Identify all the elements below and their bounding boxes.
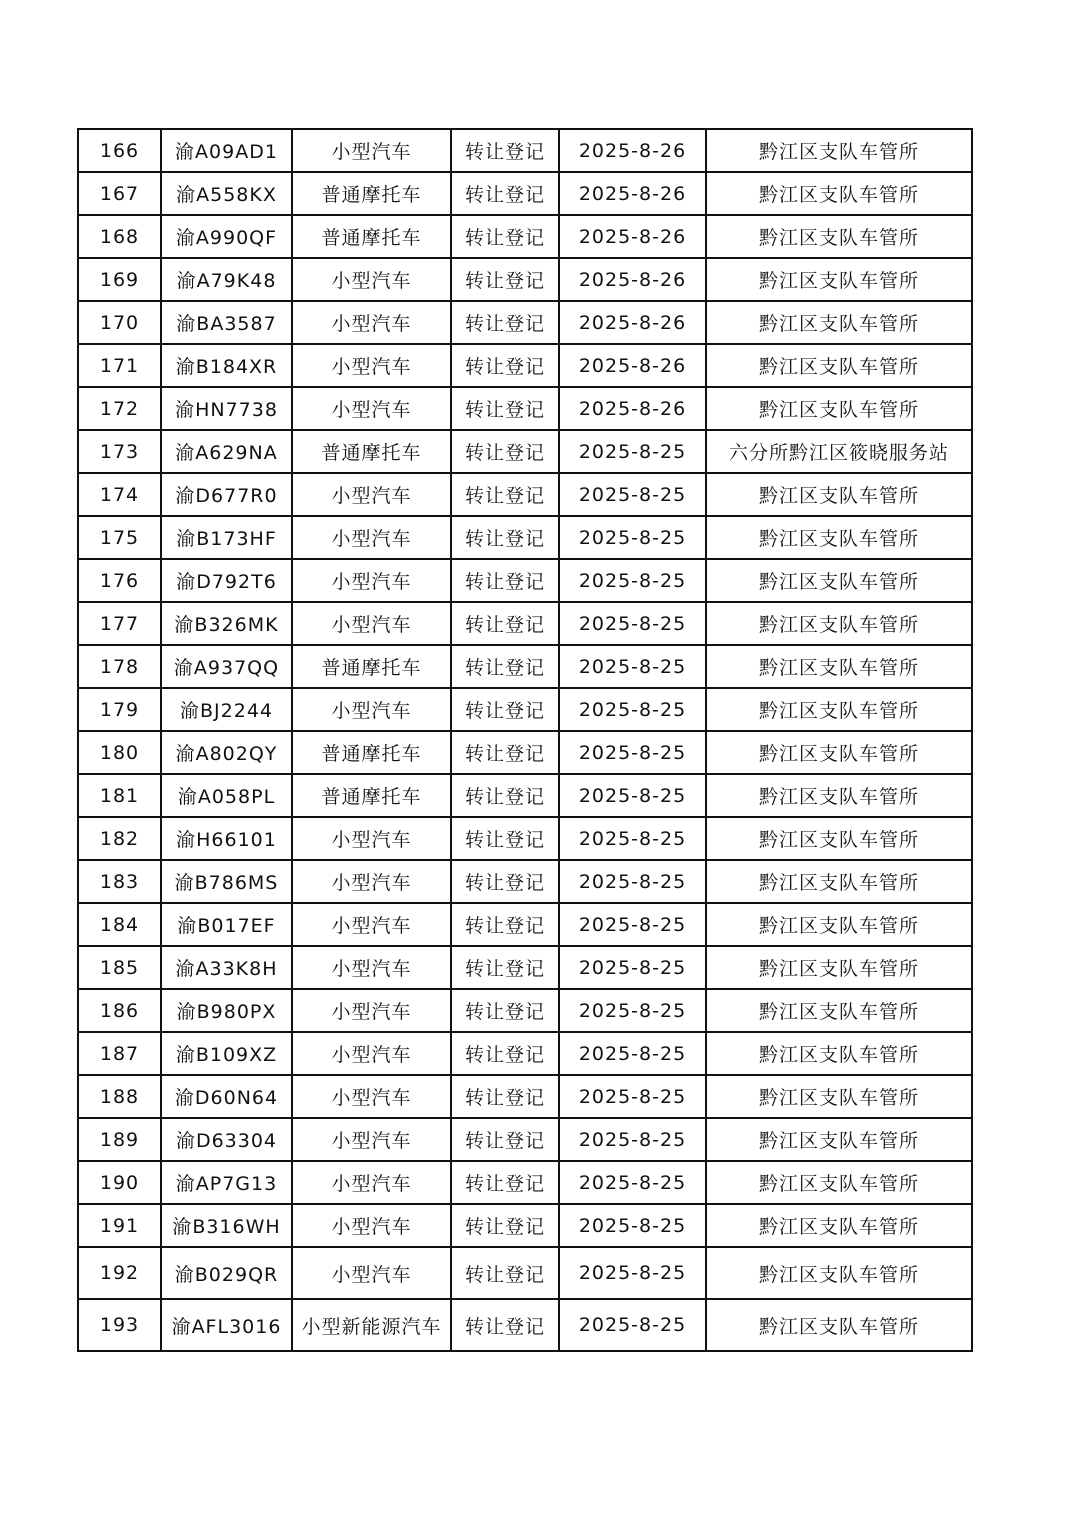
office-cell: 黔江区支队车管所 [706,129,972,172]
office-cell: 黔江区支队车管所 [706,344,972,387]
office-cell: 黔江区支队车管所 [706,559,972,602]
office-cell: 黔江区支队车管所 [706,946,972,989]
vehicle-type-cell: 小型汽车 [292,1075,451,1118]
vehicle-type-cell: 小型汽车 [292,1204,451,1247]
vehicle-type-cell: 小型汽车 [292,129,451,172]
business-type-cell: 转让登记 [451,387,559,430]
table-row [78,387,972,430]
business-type-cell: 转让登记 [451,946,559,989]
row-number-cell: 186 [78,989,161,1032]
business-type-cell: 转让登记 [451,344,559,387]
table-row [78,817,972,860]
registration-table [77,128,973,1352]
date-cell: 2025-8-26 [559,258,706,301]
business-type-cell: 转让登记 [451,903,559,946]
table-row [78,645,972,688]
business-type-cell: 转让登记 [451,301,559,344]
vehicle-type-cell: 小型汽车 [292,473,451,516]
date-cell: 2025-8-25 [559,1161,706,1204]
business-type-cell: 转让登记 [451,1075,559,1118]
plate-number-cell: 渝D792T6 [161,559,292,602]
vehicle-type-cell: 普通摩托车 [292,215,451,258]
table-row [78,215,972,258]
plate-number-cell: 渝A802QY [161,731,292,774]
table-row [78,344,972,387]
date-cell: 2025-8-25 [559,1247,706,1299]
business-type-cell: 转让登记 [451,258,559,301]
office-cell: 黔江区支队车管所 [706,387,972,430]
business-type-cell: 转让登记 [451,1204,559,1247]
table-row [78,1247,972,1299]
row-number-cell: 189 [78,1118,161,1161]
table-row [78,1204,972,1247]
row-number-cell: 181 [78,774,161,817]
business-type-cell: 转让登记 [451,172,559,215]
plate-number-cell: 渝A058PL [161,774,292,817]
table-row [78,559,972,602]
business-type-cell: 转让登记 [451,559,559,602]
table-row [78,946,972,989]
office-cell: 黔江区支队车管所 [706,172,972,215]
date-cell: 2025-8-25 [559,602,706,645]
vehicle-type-cell: 小型汽车 [292,817,451,860]
vehicle-type-cell: 小型汽车 [292,602,451,645]
table-row [78,129,972,172]
row-number-cell: 174 [78,473,161,516]
date-cell: 2025-8-25 [559,774,706,817]
office-cell: 黔江区支队车管所 [706,516,972,559]
row-number-cell: 187 [78,1032,161,1075]
plate-number-cell: 渝A33K8H [161,946,292,989]
table-row [78,731,972,774]
office-cell: 黔江区支队车管所 [706,1118,972,1161]
row-number-cell: 180 [78,731,161,774]
date-cell: 2025-8-25 [559,645,706,688]
date-cell: 2025-8-26 [559,129,706,172]
business-type-cell: 转让登记 [451,989,559,1032]
table-row [78,860,972,903]
vehicle-type-cell: 小型汽车 [292,1247,451,1299]
date-cell: 2025-8-25 [559,1075,706,1118]
office-cell: 黔江区支队车管所 [706,301,972,344]
plate-number-cell: 渝AFL3016 [161,1299,292,1351]
row-number-cell: 185 [78,946,161,989]
vehicle-type-cell: 普通摩托车 [292,430,451,473]
plate-number-cell: 渝A09AD1 [161,129,292,172]
date-cell: 2025-8-25 [559,1299,706,1351]
vehicle-type-cell: 小型汽车 [292,387,451,430]
business-type-cell: 转让登记 [451,602,559,645]
row-number-cell: 178 [78,645,161,688]
table-row [78,473,972,516]
row-number-cell: 184 [78,903,161,946]
plate-number-cell: 渝B980PX [161,989,292,1032]
office-cell: 黔江区支队车管所 [706,602,972,645]
office-cell: 黔江区支队车管所 [706,817,972,860]
table-row [78,688,972,731]
office-cell: 黔江区支队车管所 [706,1204,972,1247]
business-type-cell: 转让登记 [451,1032,559,1075]
date-cell: 2025-8-25 [559,430,706,473]
date-cell: 2025-8-25 [559,731,706,774]
date-cell: 2025-8-25 [559,989,706,1032]
row-number-cell: 182 [78,817,161,860]
plate-number-cell: 渝A629NA [161,430,292,473]
table-body [78,129,972,1351]
table-row [78,1118,972,1161]
office-cell: 黔江区支队车管所 [706,215,972,258]
row-number-cell: 183 [78,860,161,903]
plate-number-cell: 渝BJ2244 [161,688,292,731]
vehicle-type-cell: 小型汽车 [292,301,451,344]
row-number-cell: 176 [78,559,161,602]
business-type-cell: 转让登记 [451,473,559,516]
plate-number-cell: 渝D63304 [161,1118,292,1161]
table-row [78,258,972,301]
office-cell: 黔江区支队车管所 [706,860,972,903]
vehicle-type-cell: 小型汽车 [292,1032,451,1075]
table-row [78,1032,972,1075]
row-number-cell: 179 [78,688,161,731]
office-cell: 六分所黔江区筱晓服务站 [706,430,972,473]
business-type-cell: 转让登记 [451,688,559,731]
business-type-cell: 转让登记 [451,516,559,559]
row-number-cell: 175 [78,516,161,559]
date-cell: 2025-8-25 [559,817,706,860]
vehicle-type-cell: 普通摩托车 [292,172,451,215]
row-number-cell: 169 [78,258,161,301]
vehicle-type-cell: 小型汽车 [292,1118,451,1161]
date-cell: 2025-8-25 [559,688,706,731]
office-cell: 黔江区支队车管所 [706,903,972,946]
date-cell: 2025-8-25 [559,516,706,559]
plate-number-cell: 渝D677R0 [161,473,292,516]
row-number-cell: 173 [78,430,161,473]
date-cell: 2025-8-26 [559,172,706,215]
plate-number-cell: 渝B786MS [161,860,292,903]
date-cell: 2025-8-25 [559,946,706,989]
row-number-cell: 166 [78,129,161,172]
plate-number-cell: 渝B316WH [161,1204,292,1247]
business-type-cell: 转让登记 [451,1118,559,1161]
table-row [78,1075,972,1118]
office-cell: 黔江区支队车管所 [706,1161,972,1204]
office-cell: 黔江区支队车管所 [706,731,972,774]
vehicle-type-cell: 小型汽车 [292,516,451,559]
vehicle-type-cell: 小型汽车 [292,1161,451,1204]
date-cell: 2025-8-25 [559,473,706,516]
vehicle-type-cell: 普通摩托车 [292,645,451,688]
business-type-cell: 转让登记 [451,817,559,860]
date-cell: 2025-8-26 [559,344,706,387]
table-row [78,1299,972,1351]
vehicle-type-cell: 小型汽车 [292,344,451,387]
plate-number-cell: 渝A558KX [161,172,292,215]
date-cell: 2025-8-26 [559,301,706,344]
table-row [78,1161,972,1204]
office-cell: 黔江区支队车管所 [706,1247,972,1299]
business-type-cell: 转让登记 [451,129,559,172]
office-cell: 黔江区支队车管所 [706,989,972,1032]
vehicle-type-cell: 小型新能源汽车 [292,1299,451,1351]
row-number-cell: 168 [78,215,161,258]
vehicle-type-cell: 普通摩托车 [292,731,451,774]
vehicle-type-cell: 普通摩托车 [292,774,451,817]
plate-number-cell: 渝B017EF [161,903,292,946]
plate-number-cell: 渝D60N64 [161,1075,292,1118]
plate-number-cell: 渝A937QQ [161,645,292,688]
business-type-cell: 转让登记 [451,860,559,903]
table-row [78,516,972,559]
date-cell: 2025-8-25 [559,559,706,602]
business-type-cell: 转让登记 [451,1299,559,1351]
date-cell: 2025-8-26 [559,387,706,430]
plate-number-cell: 渝BA3587 [161,301,292,344]
row-number-cell: 191 [78,1204,161,1247]
row-number-cell: 188 [78,1075,161,1118]
row-number-cell: 177 [78,602,161,645]
plate-number-cell: 渝B326MK [161,602,292,645]
table-row [78,989,972,1032]
business-type-cell: 转让登记 [451,430,559,473]
office-cell: 黔江区支队车管所 [706,258,972,301]
date-cell: 2025-8-25 [559,903,706,946]
business-type-cell: 转让登记 [451,774,559,817]
business-type-cell: 转让登记 [451,1161,559,1204]
table-row [78,172,972,215]
vehicle-type-cell: 小型汽车 [292,989,451,1032]
plate-number-cell: 渝AP7G13 [161,1161,292,1204]
office-cell: 黔江区支队车管所 [706,774,972,817]
vehicle-type-cell: 小型汽车 [292,688,451,731]
plate-number-cell: 渝B173HF [161,516,292,559]
vehicle-type-cell: 小型汽车 [292,559,451,602]
business-type-cell: 转让登记 [451,215,559,258]
table-row [78,430,972,473]
office-cell: 黔江区支队车管所 [706,1075,972,1118]
business-type-cell: 转让登记 [451,645,559,688]
plate-number-cell: 渝B184XR [161,344,292,387]
vehicle-type-cell: 小型汽车 [292,946,451,989]
office-cell: 黔江区支队车管所 [706,473,972,516]
row-number-cell: 193 [78,1299,161,1351]
date-cell: 2025-8-25 [559,1118,706,1161]
vehicle-type-cell: 小型汽车 [292,903,451,946]
table-row [78,301,972,344]
date-cell: 2025-8-25 [559,1204,706,1247]
row-number-cell: 190 [78,1161,161,1204]
vehicle-type-cell: 小型汽车 [292,860,451,903]
vehicle-type-cell: 小型汽车 [292,258,451,301]
plate-number-cell: 渝HN7738 [161,387,292,430]
business-type-cell: 转让登记 [451,731,559,774]
table-row [78,903,972,946]
row-number-cell: 172 [78,387,161,430]
office-cell: 黔江区支队车管所 [706,1032,972,1075]
date-cell: 2025-8-25 [559,1032,706,1075]
plate-number-cell: 渝B029QR [161,1247,292,1299]
plate-number-cell: 渝H66101 [161,817,292,860]
office-cell: 黔江区支队车管所 [706,1299,972,1351]
plate-number-cell: 渝B109XZ [161,1032,292,1075]
plate-number-cell: 渝A990QF [161,215,292,258]
business-type-cell: 转让登记 [451,1247,559,1299]
row-number-cell: 170 [78,301,161,344]
office-cell: 黔江区支队车管所 [706,645,972,688]
date-cell: 2025-8-26 [559,215,706,258]
row-number-cell: 192 [78,1247,161,1299]
date-cell: 2025-8-25 [559,860,706,903]
plate-number-cell: 渝A79K48 [161,258,292,301]
table-row [78,774,972,817]
office-cell: 黔江区支队车管所 [706,688,972,731]
row-number-cell: 171 [78,344,161,387]
row-number-cell: 167 [78,172,161,215]
table-row [78,602,972,645]
